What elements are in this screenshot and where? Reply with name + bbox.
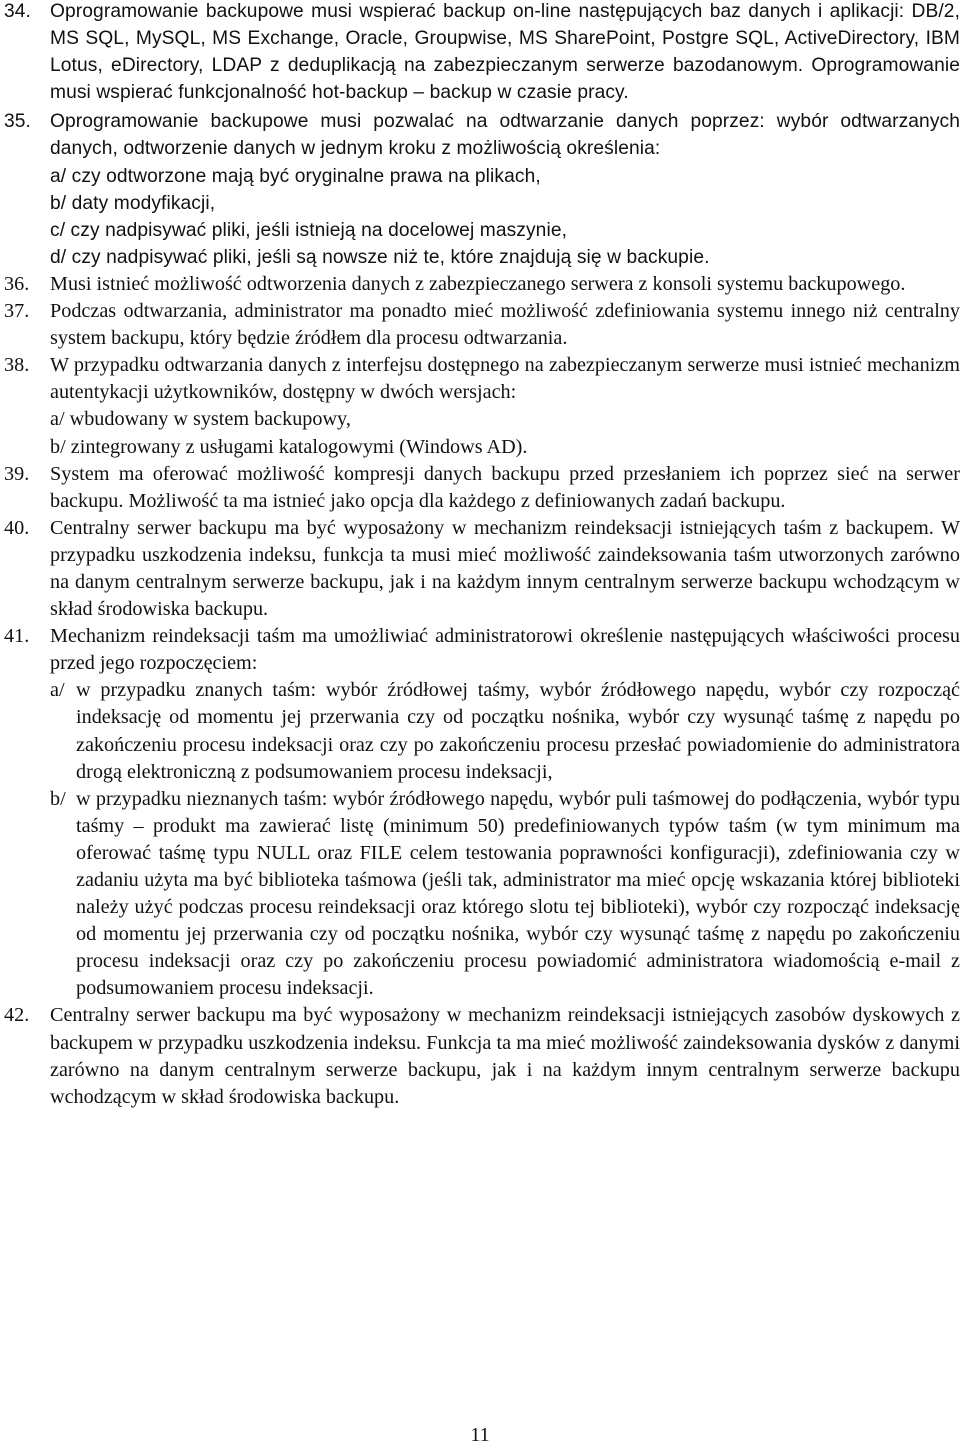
list-item-35 — [4, 108, 960, 271]
item-text: System ma oferować możliwość kompresji danych backupu przed przesłaniem ich poprzez sieć na serwer backupu. Możliwość ta ma istnieć jako opcja dla każdego z definiowanych zadań backupu. — [50, 462, 960, 512]
item-number: 40. — [4, 516, 30, 539]
requirements-list — [4, 0, 960, 1111]
option-text: w przypadku nieznanych taśm: wybór źródłowego napędu, wybór puli taśmowej do podłączenia, wybór typu taśmy – produkt ma zawierać listę (minimum 50) predefiniowanych typów taśm (w tym minimum ma oferować taśmę typu NULL oraz FILE celem testowania poprawności konfiguracji), zdefiniowania czy w zadaniu użyta ma być biblioteka taśmowa (jeśli tak, administrator ma mieć opcję wskazania której biblioteki należy użyć podczas procesu reindeksacji oraz którego slotu tej biblioteki), wybór czy rozpocząć indeksację od momentu jej przerwania czy od początku nośnika, wybór czy wysunąć taśmę z napędu po zakończeniu procesu indeksacji oraz czy po zakończeniu procesu powiadomić administratora wiadomością e-mail z podsumowaniem procesu indeksacji. — [76, 787, 960, 1000]
item-number: 41. — [4, 625, 30, 648]
item-number: 36. — [4, 272, 30, 295]
option-c: c/ czy nadpisywać pliki, jeśli istnieją na docelowej maszynie, — [50, 219, 568, 241]
option-b: b/ daty modyfikacji, — [50, 192, 216, 214]
option-b — [50, 786, 960, 1003]
option-a: a/ wbudowany w system backupowy, — [50, 408, 351, 431]
item-text: Oprogramowanie backupowe musi pozwalać na odtwarzanie danych poprzez: wybór odtwarzanych danych, odtworzenie danych w jednym kroku z możliwością określenia: — [50, 111, 960, 160]
page-number: 11 — [470, 1424, 490, 1446]
item-number: 42. — [4, 1004, 30, 1027]
item-text: Podczas odtwarzania, administrator ma ponadto mieć możliwość zdefiniowania systemu innego niż centralny system backupu, który będzie źródłem dla procesu odtwarzania. — [50, 300, 960, 350]
list-item-37 — [4, 298, 960, 352]
option-b: b/ zintegrowany z usługami katalogowymi (Windows AD). — [50, 435, 528, 458]
list-item-42 — [4, 1002, 960, 1110]
item-text: Mechanizm reindeksacji taśm ma umożliwiać administratorowi określenie następujących właściwości procesu przed jego rozpoczęciem: — [50, 625, 960, 675]
item-number: 38. — [4, 354, 30, 377]
item-text: W przypadku odtwarzania danych z interfejsu dostępnego na zabezpieczanym serwerze musi istnieć mechanizm autentykacji użytkowników, dostępny w dwóch wersjach: — [50, 354, 960, 404]
item-text: Centralny serwer backupu ma być wyposażony w mechanizm reindeksacji istniejących zasobów dyskowych z backupem w przypadku uszkodzenia indeksu. Funkcja ta ma mieć możliwość zaindeksowania dysków z danymi zarówno na danym centralnym serwerze backupu, jak i na każdym innym centralnym serwerze backupu wchodzącym w skład środowiska backupu. — [50, 1004, 960, 1108]
list-item-40 — [4, 515, 960, 623]
list-item-39 — [4, 461, 960, 515]
item-number: 37. — [4, 300, 30, 323]
option-d: d/ czy nadpisywać pliki, jeśli są nowsze niż te, które znajdują się w backupie. — [50, 246, 710, 268]
list-item-41 — [4, 623, 960, 1002]
item-number: 34. — [4, 1, 31, 22]
option-tag: a/ — [50, 679, 65, 702]
option-tag: b/ — [50, 787, 66, 810]
item-text: Centralny serwer backupu ma być wyposażony w mechanizm reindeksacji istniejących taśm z backupem. W przypadku uszkodzenia indeksu, funkcja ta musi mieć możliwość zaindeksowania taśm utworzonych zarówno na danym centralnym serwerze backupu, jak i na każdym innym centralnym serwerze backupu wchodzącym w skład środowiska backupu. — [50, 516, 960, 621]
option-text: w przypadku znanych taśm: wybór źródłowej taśmy, wybór źródłowego napędu, wybór czy rozpocząć indeksację od momentu jej przerwania czy od początku nośnika, wybór czy wysunąć taśmę z napędu po zakończeniu procesu indeksacji oraz czy po zakończeniu procesu przesłać powiadomienie do administratora drogą elektroniczną z podsumowaniem procesu indeksacji, — [76, 679, 960, 783]
option-a: a/ czy odtworzone mają być oryginalne prawa na plikach, — [50, 165, 541, 187]
option-a — [50, 677, 960, 785]
item-number: 39. — [4, 462, 30, 485]
list-item-36 — [4, 271, 960, 298]
list-item-38 — [4, 352, 960, 460]
item-text: Musi istnieć możliwość odtworzenia danych z zabezpieczanego serwera z konsoli systemu backupowego. — [50, 272, 906, 295]
item-text: Oprogramowanie backupowe musi wspierać backup on-line następujących baz danych i aplikacji: DB/2, MS SQL, MySQL, MS Exchange, Oracle, Groupwise, MS SharePoint, Postgre SQL, ActiveDirectory, IBM Lotus, eDirectory, LDAP z deduplikacją na zabezpieczanym serwerze bazodanowym. Oprogramowanie musi wspierać funkcjonalność hot-backup – backup w czasie pracy. — [50, 1, 960, 104]
item-number: 35. — [4, 111, 31, 133]
list-item-34 — [4, 0, 960, 106]
